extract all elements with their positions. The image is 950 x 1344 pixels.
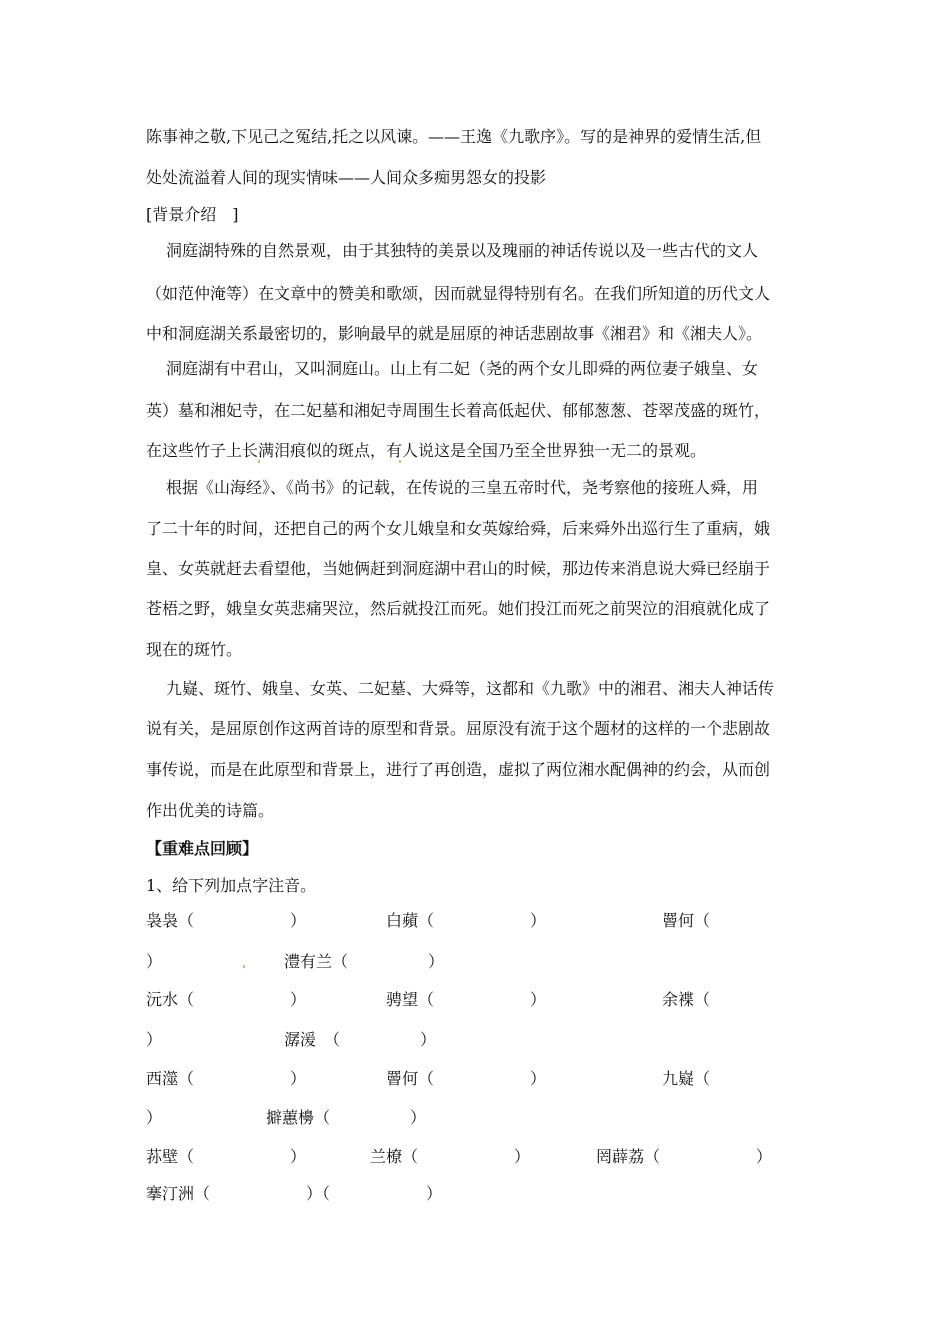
pinyin-item: 荪壁（ ） [146, 1147, 307, 1166]
paragraph-4-line-3: 事传说，而是在此原型和背景上，进行了再创造，虚拟了两位湘水配偶神的约会，从而创 [146, 760, 771, 779]
pinyin-item: 搴汀洲（ ）（ ） [146, 1184, 443, 1203]
paragraph-3-line-3: 皇、女英就赶去看望他，当她俩赶到洞庭湖中君山的时候，那边传来消息说大舜已经崩于 [146, 559, 771, 578]
pinyin-item: ） [146, 952, 163, 971]
emphasis-dot [399, 460, 401, 463]
background-heading: [背景介绍 ] [146, 205, 239, 224]
pinyin-item: 擗蕙櫋（ ） [266, 1108, 427, 1127]
pinyin-item: 西澨（ ） [146, 1069, 307, 1088]
pinyin-item: 袅袅（ ） [146, 911, 307, 930]
emphasis-dot [243, 965, 245, 968]
review-heading: 【重难点回顾】 [146, 839, 259, 858]
pinyin-item: 罾何（ [662, 911, 711, 930]
pinyin-item: 罾何（ ） [386, 1069, 547, 1088]
paragraph-4-line-4: 作出优美的诗篇。 [146, 801, 275, 820]
pinyin-item: 白蘋（ ） [386, 911, 547, 930]
pinyin-item: 九嶷（ [662, 1069, 711, 1088]
pinyin-item: 余褋（ [662, 990, 711, 1009]
pinyin-item: ） [146, 1030, 163, 1049]
paragraph-3-line-5: 现在的斑竹。 [146, 640, 243, 659]
pinyin-item: 沅水（ ） [146, 990, 307, 1009]
paragraph-2-line-3: 在这些竹子上长满泪痕似的斑点，有人说这是全国乃至全世界独一无二的景观。 [146, 441, 707, 460]
emphasis-dot [258, 460, 260, 463]
paragraph-1-line-3: 中和洞庭湖关系最密切的，影响最早的就是屈原的神话悲剧故事《湘君》和《湘夫人》。 [146, 324, 763, 343]
paragraph-1-line-1: 洞庭湖特殊的自然景观，由于其独特的美景以及瑰丽的神话传说以及一些古代的文人 [166, 241, 759, 260]
paragraph-2-line-2: 英）墓和湘妃寺，在二妃墓和湘妃寺周围生长着高低起伏、郁郁葱葱、苍翠茂盛的斑竹， [146, 401, 771, 420]
pinyin-item: 兰橑（ ） [370, 1147, 531, 1166]
paragraph-4-line-2: 说有关，是屈原创作这两首诗的原型和背景。屈原没有流于这个题材的这样的一个悲剧故 [146, 719, 771, 738]
paragraph-3-line-4: 苍梧之野，娥皇女英悲痛哭泣，然后就投江而死。她们投江而死之前哭泣的泪痕就化成了 [146, 599, 771, 618]
paragraph-3-line-1: 根据《山海经》、《尚书》的记载，在传说的三皇五帝时代，尧考察他的接班人舜，用 [166, 478, 759, 497]
intro-line-1: 陈事神之敬,下见己之冤结,托之以风谏。——王逸《九歌序》。写的是神界的爱情生活,但 [146, 127, 762, 146]
pinyin-item: 罔薜荔（ ） [596, 1147, 773, 1166]
question-1-title: 1、给下列加点字注音。 [146, 876, 317, 895]
paragraph-2-line-1: 洞庭湖有中君山，又叫洞庭山。山上有二妃（尧的两个女儿即舜的两位妻子娥皇、女 [166, 359, 759, 378]
paragraph-1-line-2: （如范仲淹等）在文章中的赞美和歌颂，因而就显得特别有名。在我们所知道的历代文人 [146, 284, 771, 303]
paragraph-3-line-2: 了二十年的时间，还把自己的两个女儿娥皇和女英嫁给舜，后来舜外出巡行生了重病，娥 [146, 519, 771, 538]
pinyin-item: 潺湲 （ ） [284, 1030, 437, 1049]
pinyin-item: 澧有兰（ ） [284, 952, 445, 971]
pinyin-item: 骋望（ ） [386, 990, 547, 1009]
paragraph-4-line-1: 九嶷、斑竹、娥皇、女英、二妃墓、大舜等，这都和《九歌》中的湘君、湘夫人神话传 [166, 679, 775, 698]
intro-line-2: 处处流溢着人间的现实情味——人间众多痴男怨女的投影 [146, 168, 547, 187]
pinyin-item: ） [146, 1108, 163, 1127]
